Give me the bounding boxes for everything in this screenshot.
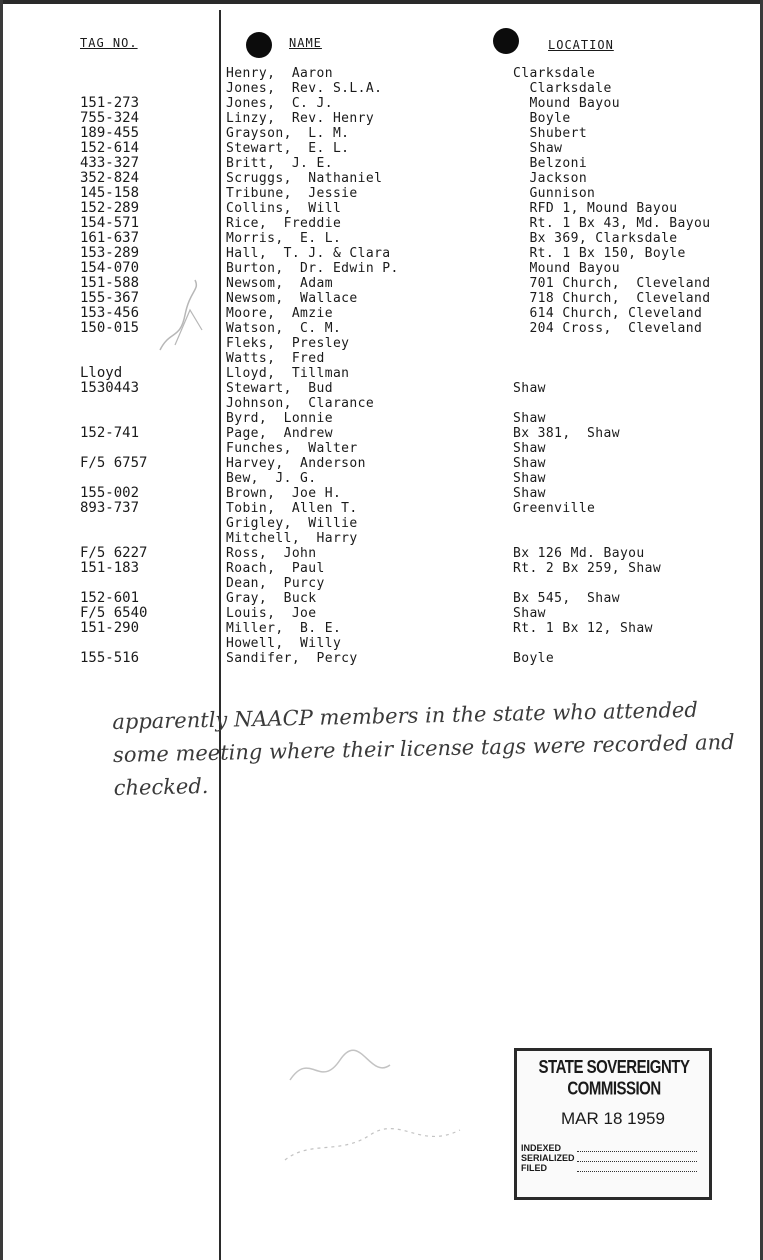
tag-cell: [80, 471, 147, 486]
name-column: [226, 66, 399, 666]
name-cell: Watson, C. M.: [226, 321, 342, 336]
name-cell: Gray, Buck: [226, 591, 317, 606]
location-cell: Rt. 1 Bx 12, Shaw: [513, 621, 653, 636]
tag-cell: [80, 396, 147, 411]
name-cell: Grayson, L. M.: [226, 126, 350, 141]
location-cell: 614 Church, Cleveland: [513, 306, 703, 321]
tag-cell: [80, 411, 147, 426]
stamp-serialized-label: SERIALIZED: [521, 1153, 575, 1163]
name-cell: Watts, Fred: [226, 351, 325, 366]
tag-cell: 155-367: [80, 290, 140, 306]
tag-cell: 151-183: [80, 560, 140, 576]
location-cell: [513, 636, 710, 651]
tag-cell: Lloyd: [80, 365, 123, 381]
stamp-indexed-label: INDEXED: [521, 1143, 562, 1153]
top-edge-rule: [0, 0, 763, 4]
tag-cell: 152-614: [80, 140, 140, 156]
tag-cell: 155-516: [80, 650, 140, 666]
name-cell: Stewart, E. L.: [226, 141, 350, 156]
tag-cell: [80, 516, 147, 531]
name-cell: Howell, Willy: [226, 636, 342, 651]
tag-cell: 151-588: [80, 275, 140, 291]
name-cell: Page, Andrew: [226, 426, 333, 441]
punch-hole-icon: [246, 32, 272, 58]
name-cell: Newsom, Wallace: [226, 291, 358, 306]
location-cell: Boyle: [513, 651, 555, 666]
location-cell: 204 Cross, Cleveland: [513, 321, 703, 336]
name-cell: Brown, Joe H.: [226, 486, 342, 501]
handwritten-note: apparently NAACP members in the state who attended some meeting where their license tags were recorded and checked.: [112, 697, 735, 800]
stamp-date: MAR 18 1959: [561, 1109, 665, 1128]
name-cell: Harvey, Anderson: [226, 456, 366, 471]
location-cell: Shaw: [513, 606, 546, 621]
name-cell: Miller, B. E.: [226, 621, 342, 636]
location-cell: [513, 336, 710, 351]
tag-cell: [80, 576, 147, 591]
tag-cell: 161-637: [80, 230, 140, 246]
name-cell: Fleks, Presley: [226, 336, 350, 351]
tag-header: TAG NO.: [80, 36, 138, 50]
tag-cell: [80, 336, 147, 351]
tag-cell: 151-290: [80, 620, 140, 636]
location-cell: 701 Church, Cleveland: [513, 276, 711, 291]
location-cell: Bx 369, Clarksdale: [513, 231, 678, 246]
location-cell: Shaw: [513, 441, 546, 456]
column-divider: [219, 10, 221, 1260]
name-cell: Mitchell, Harry: [226, 531, 358, 546]
tag-cell: [80, 351, 147, 366]
margin-scribble: [150, 270, 210, 360]
location-cell: Bx 126 Md. Bayou: [513, 546, 645, 561]
name-cell: Roach, Paul: [226, 561, 325, 576]
punch-hole-icon: [493, 28, 519, 54]
tag-cell: [80, 81, 147, 96]
name-cell: Collins, Will: [226, 201, 342, 216]
location-cell: Gunnison: [513, 186, 596, 201]
name-cell: Tobin, Allen T.: [226, 501, 358, 516]
name-cell: Hall, T. J. & Clara: [226, 246, 391, 261]
stamp-dotted-line: [577, 1153, 697, 1162]
location-cell: Boyle: [513, 111, 571, 126]
location-cell: Rt. 1 Bx 43, Md. Bayou: [513, 216, 711, 231]
tag-cell: F/5 6540: [80, 605, 148, 621]
location-cell: Shaw: [513, 381, 546, 396]
location-cell: Mound Bayou: [513, 96, 620, 111]
tag-cell: F/5 6227: [80, 545, 148, 561]
name-cell: Jones, C. J.: [226, 96, 333, 111]
tag-cell: 155-002: [80, 485, 140, 501]
tag-cell: 433-327: [80, 155, 140, 171]
name-cell: Burton, Dr. Edwin P.: [226, 261, 399, 276]
tag-cell: 153-456: [80, 305, 140, 321]
name-cell: Scruggs, Nathaniel: [226, 171, 383, 186]
name-cell: Byrd, Lonnie: [226, 411, 333, 426]
name-cell: Tribune, Jessie: [226, 186, 358, 201]
tag-cell: 352-824: [80, 170, 140, 186]
location-cell: [513, 576, 710, 591]
location-cell: RFD 1, Mound Bayou: [513, 201, 678, 216]
location-cell: Shubert: [513, 126, 588, 141]
tag-cell: [80, 636, 147, 651]
name-cell: Britt, J. E.: [226, 156, 333, 171]
name-cell: Newsom, Adam: [226, 276, 333, 291]
name-cell: Dean, Purcy: [226, 576, 325, 591]
faint-signature: [280, 1030, 480, 1180]
location-cell: [513, 396, 710, 411]
name-cell: Johnson, Clarance: [226, 396, 375, 411]
tag-cell: F/5 6757: [80, 455, 148, 471]
tag-cell: 153-289: [80, 245, 140, 261]
tag-cell: 154-070: [80, 260, 140, 276]
name-cell: Grigley, Willie: [226, 516, 358, 531]
name-cell: Sandifer, Percy: [226, 651, 358, 666]
name-cell: Louis, Joe: [226, 606, 317, 621]
location-cell: Jackson: [513, 171, 588, 186]
location-cell: Shaw: [513, 486, 546, 501]
location-cell: Greenville: [513, 501, 596, 516]
location-cell: Belzoni: [513, 156, 588, 171]
name-cell: Rice, Freddie: [226, 216, 342, 231]
stamp-filed-label: FILED: [521, 1163, 547, 1173]
commission-stamp: [514, 1048, 712, 1200]
location-cell: Bx 381, Shaw: [513, 426, 620, 441]
tag-cell: 189-455: [80, 125, 140, 141]
tag-cell: 151-273: [80, 95, 140, 111]
name-cell: Morris, E. L.: [226, 231, 342, 246]
location-cell: [513, 531, 710, 546]
tag-cell: 145-158: [80, 185, 140, 201]
location-header: LOCATION: [548, 38, 614, 52]
location-cell: Clarksdale: [513, 66, 596, 81]
location-cell: [513, 366, 710, 381]
name-cell: Henry, Aaron: [226, 66, 333, 81]
tag-cell: 152-741: [80, 425, 140, 441]
tag-cell: [80, 531, 147, 546]
name-cell: Ross, John: [226, 546, 317, 561]
location-cell: Shaw: [513, 471, 546, 486]
location-cell: [513, 516, 710, 531]
name-cell: Funches, Walter: [226, 441, 358, 456]
location-cell: Rt. 2 Bx 259, Shaw: [513, 561, 662, 576]
location-cell: Rt. 1 Bx 150, Boyle: [513, 246, 686, 261]
name-cell: Moore, Amzie: [226, 306, 333, 321]
name-cell: Linzy, Rev. Henry: [226, 111, 375, 126]
location-cell: Shaw: [513, 141, 563, 156]
left-page-edge: [0, 0, 3, 1260]
location-cell: [513, 351, 710, 366]
stamp-dotted-line: [577, 1143, 697, 1152]
tag-cell: [80, 66, 147, 81]
location-column: [513, 66, 710, 666]
stamp-title: STATE SOVEREIGNTY COMMISSION: [538, 1056, 690, 1100]
tag-cell: 152-289: [80, 200, 140, 216]
name-header: NAME: [289, 36, 322, 50]
location-cell: Shaw: [513, 411, 546, 426]
name-cell: Jones, Rev. S.L.A.: [226, 81, 383, 96]
tag-cell: 1530443: [80, 380, 140, 396]
tag-cell: 893-737: [80, 500, 140, 516]
location-cell: Mound Bayou: [513, 261, 620, 276]
tag-cell: 154-571: [80, 215, 140, 231]
location-cell: 718 Church, Cleveland: [513, 291, 711, 306]
tag-cell: 755-324: [80, 110, 140, 126]
name-cell: Bew, J. G.: [226, 471, 317, 486]
name-cell: Stewart, Bud: [226, 381, 333, 396]
tag-cell: 150-015: [80, 320, 140, 336]
tag-column: [80, 66, 147, 666]
location-cell: Bx 545, Shaw: [513, 591, 620, 606]
location-cell: Shaw: [513, 456, 546, 471]
tag-cell: 152-601: [80, 590, 140, 606]
tag-cell: [80, 441, 147, 456]
name-cell: Lloyd, Tillman: [226, 366, 350, 381]
location-cell: Clarksdale: [513, 81, 612, 96]
stamp-dotted-line: [577, 1163, 697, 1172]
